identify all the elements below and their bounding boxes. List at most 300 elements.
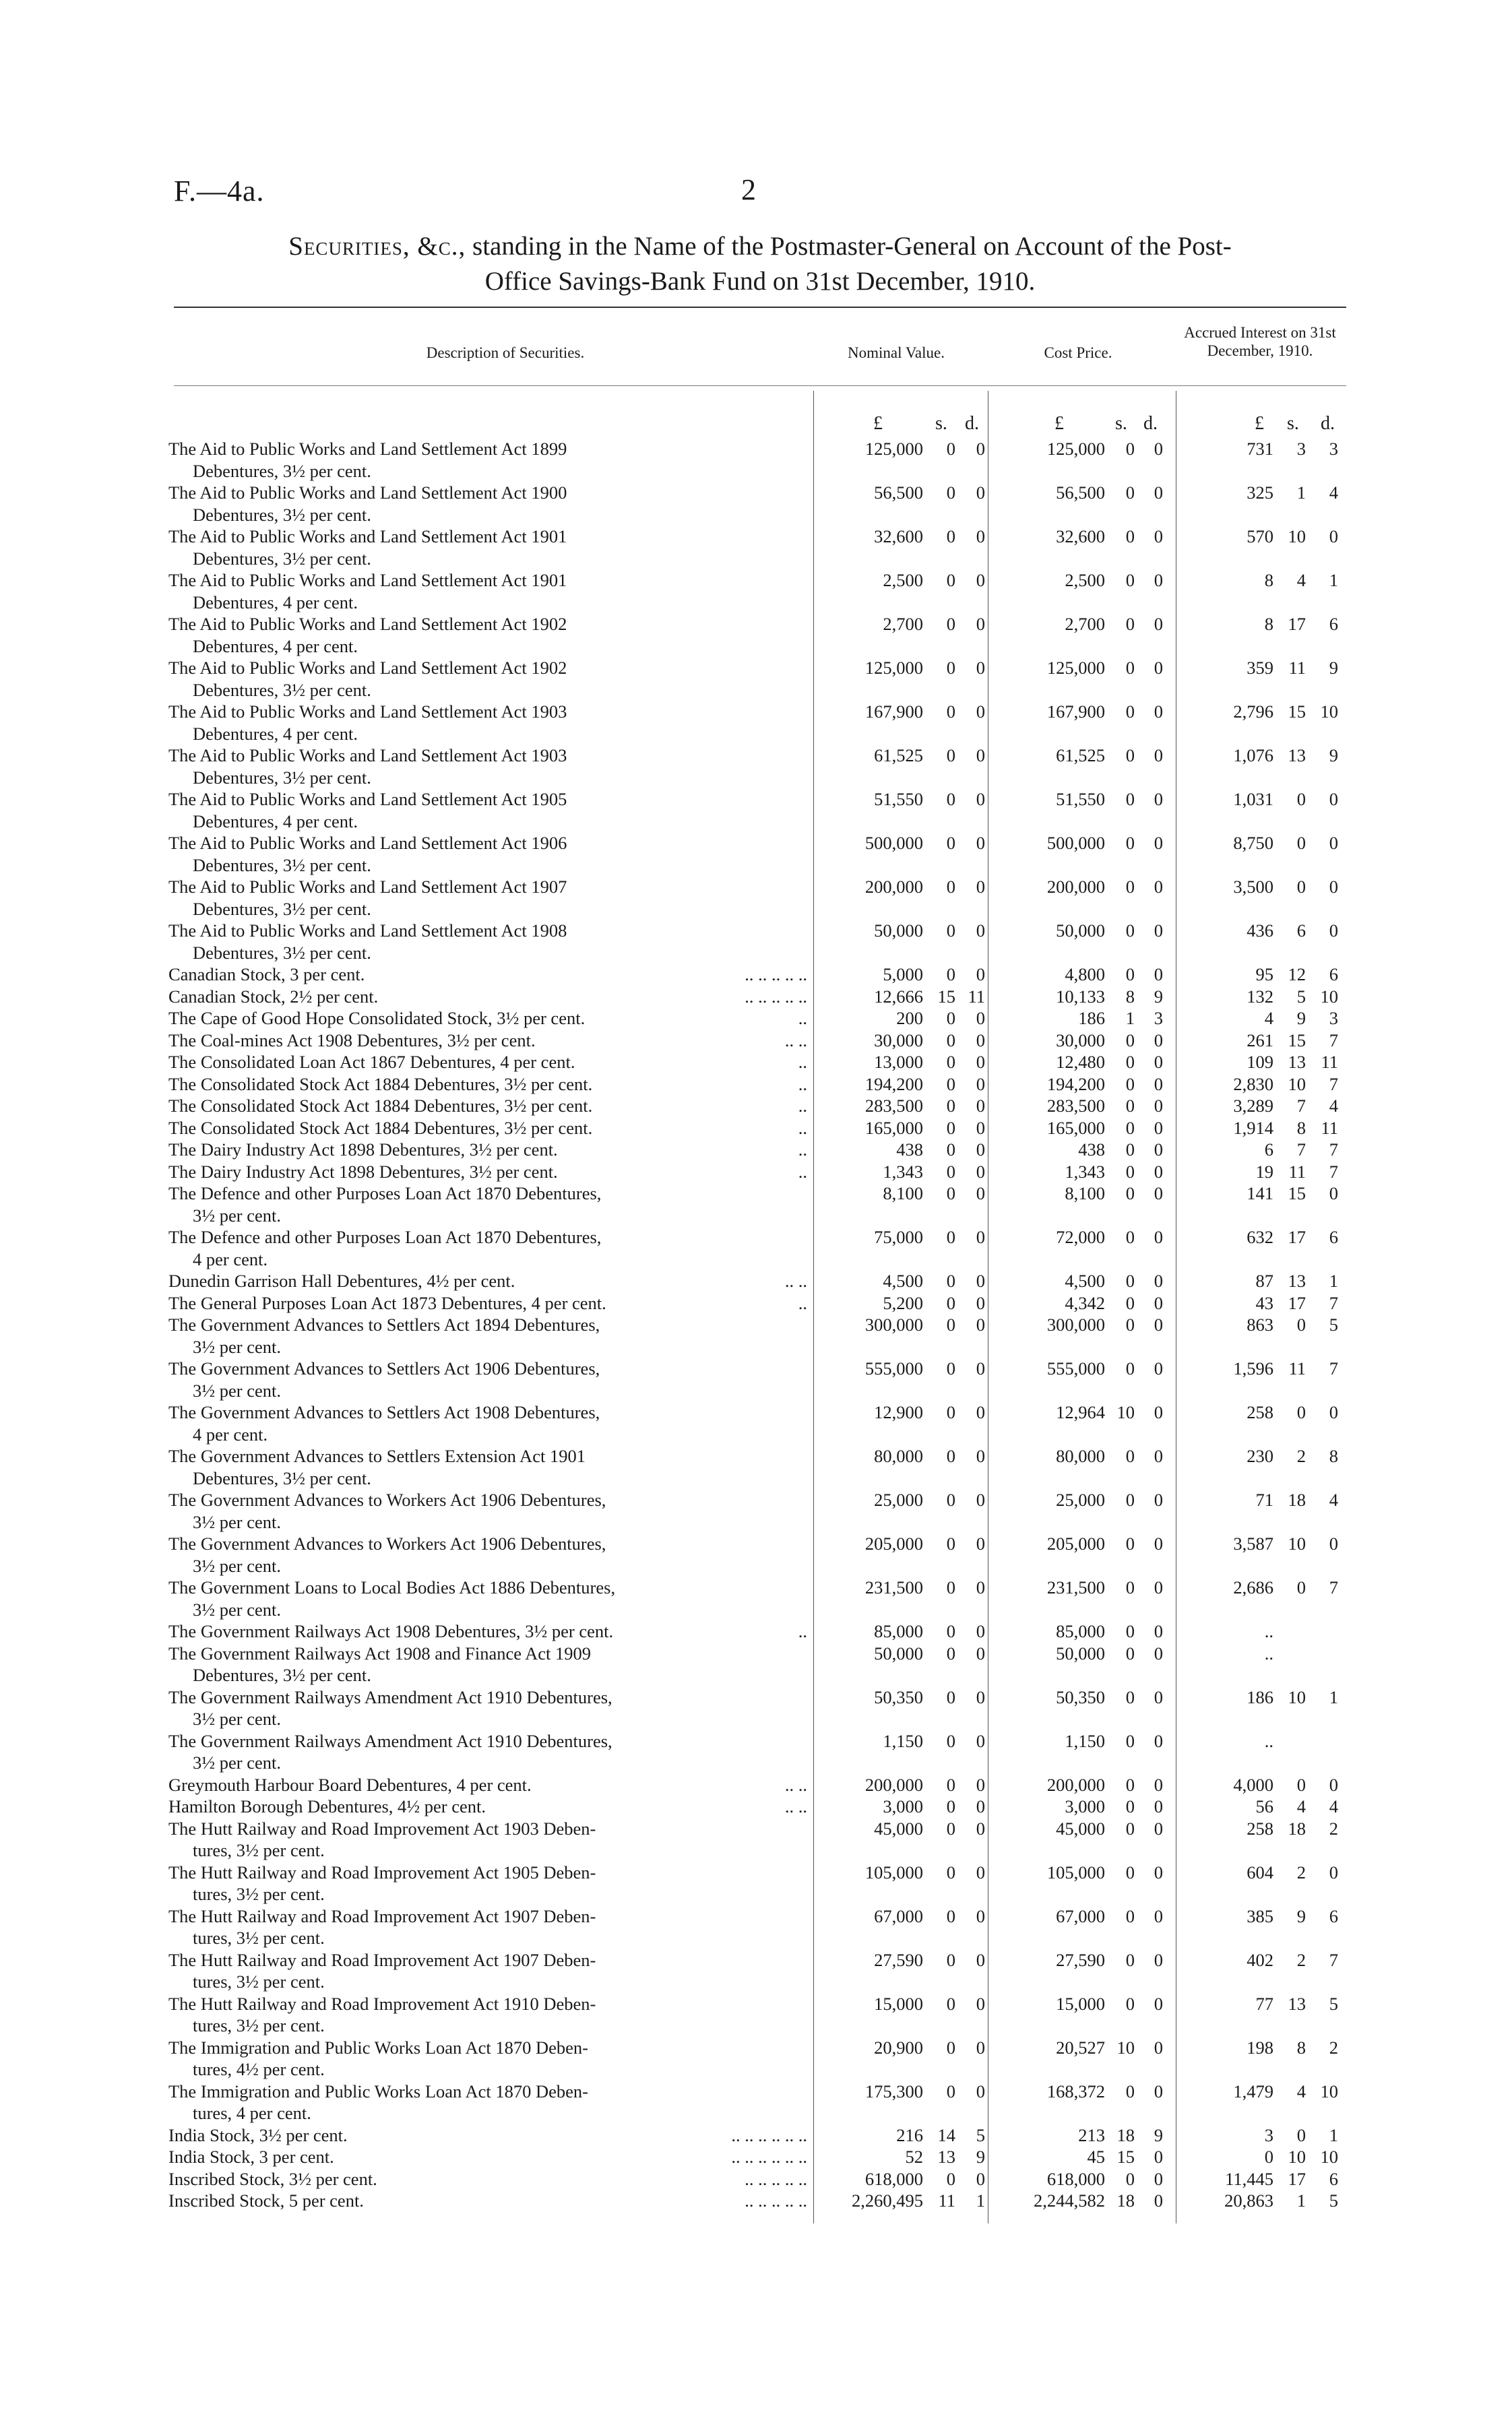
cost-pence: 0 xyxy=(1154,1774,1163,1795)
nominal-pounds: 2,500 xyxy=(883,570,923,590)
cost-pence: 0 xyxy=(1154,482,1163,503)
accrued-pence: 10 xyxy=(1320,701,1338,722)
accrued-pence: 4 xyxy=(1329,482,1338,503)
nominal-pence: 0 xyxy=(976,1905,985,1926)
cost-shillings: 0 xyxy=(1125,1292,1135,1313)
table-row xyxy=(0,1993,1512,2037)
nominal-shillings: 0 xyxy=(946,789,955,809)
accrued-pounds: 325 xyxy=(1247,482,1273,503)
description-line: Inscribed Stock, 3½ per cent. xyxy=(168,2168,377,2189)
accrued-pounds: 109 xyxy=(1247,1052,1273,1072)
nominal-shillings: 13 xyxy=(937,2147,955,2167)
security-description xyxy=(168,1533,807,1577)
cost-pounds: 85,000 xyxy=(1056,1621,1105,1641)
nominal-pence: 0 xyxy=(976,1008,985,1028)
nominal-pence: 0 xyxy=(976,1643,985,1664)
security-description xyxy=(168,482,807,526)
cost-shillings: 0 xyxy=(1125,1271,1135,1291)
table-row xyxy=(0,1117,1512,1139)
nominal-pence: 0 xyxy=(976,745,985,765)
cost-shillings: 0 xyxy=(1125,1862,1135,1883)
cost-pence: 0 xyxy=(1154,1446,1163,1466)
table-row xyxy=(0,986,1512,1008)
security-description xyxy=(168,1139,807,1161)
nominal-pounds: 1,343 xyxy=(883,1161,923,1182)
accrued-pence: 6 xyxy=(1329,614,1338,634)
security-description xyxy=(168,1686,807,1730)
accrued-shillings: 11 xyxy=(1288,1161,1306,1182)
accrued-shillings: 0 xyxy=(1296,1774,1306,1795)
accrued-pence: 4 xyxy=(1329,1490,1338,1510)
description-continuation: tures, 3½ per cent. xyxy=(193,2015,325,2035)
currency-pence: d. xyxy=(965,413,979,434)
accrued-pounds: 71 xyxy=(1255,1490,1273,1510)
cost-pence: 0 xyxy=(1154,745,1163,765)
currency-pounds: £ xyxy=(1054,413,1064,434)
description-line: Inscribed Stock, 5 per cent. xyxy=(168,2190,364,2211)
description-line: The Government Advances to Settlers Act 1908 Debentures, xyxy=(168,1402,600,1422)
description-continuation: 4 per cent. xyxy=(193,1248,268,1269)
nominal-shillings: 0 xyxy=(946,1533,955,1554)
cost-shillings: 0 xyxy=(1125,658,1135,678)
description-line: The Hutt Railway and Road Improvement Act 1907 Deben- xyxy=(168,1905,596,1926)
nominal-shillings: 0 xyxy=(946,1621,955,1641)
nominal-shillings: 0 xyxy=(946,1730,955,1751)
security-description xyxy=(168,1358,807,1401)
nominal-pence: 0 xyxy=(976,1949,985,1970)
table-row xyxy=(0,1774,1512,1796)
cost-shillings: 10 xyxy=(1116,1402,1135,1422)
nominal-shillings: 0 xyxy=(946,1905,955,1926)
accrued-pounds: 56 xyxy=(1255,1796,1273,1816)
nominal-pounds: 52 xyxy=(905,2147,923,2167)
nominal-pence: 0 xyxy=(976,833,985,853)
table-row xyxy=(0,1095,1512,1117)
accrued-pounds: 1,479 xyxy=(1233,2081,1273,2101)
cost-shillings: 0 xyxy=(1125,1052,1135,1072)
accrued-pounds: .. xyxy=(1264,1730,1273,1751)
cost-shillings: 0 xyxy=(1125,1577,1135,1598)
nominal-pence: 0 xyxy=(976,1446,985,1466)
cost-pence: 0 xyxy=(1154,1271,1163,1291)
currency-shillings: s. xyxy=(1115,413,1127,434)
security-description xyxy=(168,963,807,986)
table-row xyxy=(0,482,1512,526)
cost-pounds: 3,000 xyxy=(1065,1796,1105,1816)
nominal-pence: 9 xyxy=(976,2147,985,2167)
security-description xyxy=(168,2124,807,2147)
table-row xyxy=(0,2146,1512,2168)
description-line: The Aid to Public Works and Land Settlement Act 1899 xyxy=(168,439,567,459)
nominal-shillings: 14 xyxy=(937,2124,955,2145)
nominal-pence: 0 xyxy=(976,614,985,634)
nominal-pounds: 56,500 xyxy=(874,482,923,503)
nominal-shillings: 0 xyxy=(946,1315,955,1335)
security-description xyxy=(168,1993,807,2037)
description-line: The Hutt Railway and Road Improvement Act 1905 Deben- xyxy=(168,1862,596,1883)
nominal-shillings: 0 xyxy=(946,833,955,853)
nominal-pounds: 200,000 xyxy=(864,1774,923,1795)
cost-pence: 9 xyxy=(1154,2124,1163,2145)
accrued-pounds: 77 xyxy=(1255,1993,1273,2014)
security-description xyxy=(168,1292,807,1315)
security-description xyxy=(168,1161,807,1183)
leader-dots: .. .. .. .. .. .. xyxy=(731,2124,807,2145)
accrued-pounds: .. xyxy=(1264,1621,1273,1641)
nominal-shillings: 0 xyxy=(946,1271,955,1291)
description-line: The Government Loans to Local Bodies Act 1886 Debentures, xyxy=(168,1577,616,1598)
accrued-shillings: 10 xyxy=(1288,2147,1306,2167)
cost-shillings: 0 xyxy=(1125,964,1135,984)
accrued-pence: 11 xyxy=(1321,1052,1338,1072)
cost-pounds: 167,900 xyxy=(1046,701,1105,722)
cost-pounds: 50,350 xyxy=(1056,1686,1105,1707)
description-line: The Government Advances to Workers Act 1906 Debentures, xyxy=(168,1533,606,1554)
nominal-shillings: 0 xyxy=(946,439,955,459)
description-line: The Government Railways Amendment Act 1910 Debentures, xyxy=(168,1730,612,1751)
nominal-pence: 0 xyxy=(976,1730,985,1751)
accrued-pence: 7 xyxy=(1329,1577,1338,1598)
accrued-pounds: 6 xyxy=(1264,1139,1273,1160)
cost-pounds: 56,500 xyxy=(1056,482,1105,503)
cost-pence: 0 xyxy=(1154,1621,1163,1641)
cost-shillings: 0 xyxy=(1125,789,1135,809)
accrued-shillings: 13 xyxy=(1288,745,1306,765)
accrued-pence: 0 xyxy=(1329,1774,1338,1795)
nominal-pence: 0 xyxy=(976,1073,985,1094)
page-number: 2 xyxy=(741,173,756,206)
nominal-pence: 0 xyxy=(976,482,985,503)
nominal-shillings: 0 xyxy=(946,964,955,984)
cost-pence: 0 xyxy=(1154,658,1163,678)
accrued-pence: 7 xyxy=(1329,1292,1338,1313)
nominal-pounds: 75,000 xyxy=(874,1227,923,1247)
cost-pence: 0 xyxy=(1154,1490,1163,1510)
accrued-shillings: 11 xyxy=(1288,1358,1306,1379)
nominal-shillings: 0 xyxy=(946,745,955,765)
nominal-shillings: 0 xyxy=(946,1358,955,1379)
security-description xyxy=(168,1445,807,1489)
table-row xyxy=(0,1182,1512,1226)
cost-pounds: 200,000 xyxy=(1046,1774,1105,1795)
description-line: The Cape of Good Hope Consolidated Stock, 3½ per cent. xyxy=(168,1008,586,1028)
security-description xyxy=(168,1007,807,1030)
accrued-shillings: 0 xyxy=(1296,2124,1306,2145)
nominal-pence: 0 xyxy=(976,1292,985,1313)
cost-pounds: 165,000 xyxy=(1046,1117,1105,1138)
nominal-shillings: 0 xyxy=(946,1949,955,1970)
cost-pounds: 200,000 xyxy=(1046,877,1105,897)
table-row xyxy=(0,2081,1512,2124)
nominal-pounds: 12,900 xyxy=(874,1402,923,1422)
nominal-pounds: 300,000 xyxy=(864,1315,923,1335)
description-line: The Hutt Railway and Road Improvement Act 1907 Deben- xyxy=(168,1949,596,1970)
nominal-pounds: 45,000 xyxy=(874,1818,923,1839)
nominal-pounds: 167,900 xyxy=(864,701,923,722)
description-line: The Aid to Public Works and Land Settlement Act 1902 xyxy=(168,614,567,634)
description-line: The Aid to Public Works and Land Settlement Act 1903 xyxy=(168,701,567,722)
nominal-shillings: 0 xyxy=(946,701,955,722)
cost-pounds: 51,550 xyxy=(1056,789,1105,809)
table-row xyxy=(0,2190,1512,2212)
security-description xyxy=(168,526,807,569)
nominal-pence: 0 xyxy=(976,1621,985,1641)
cost-pounds: 12,964 xyxy=(1056,1402,1105,1422)
security-description xyxy=(168,2190,807,2212)
description-line: Dunedin Garrison Hall Debentures, 4½ per cent. xyxy=(168,1271,515,1291)
accrued-pence: 0 xyxy=(1329,833,1338,853)
security-description xyxy=(168,657,807,701)
description-line: The Aid to Public Works and Land Settlement Act 1908 xyxy=(168,920,567,941)
accrued-pounds: 4,000 xyxy=(1233,1774,1273,1795)
security-description xyxy=(168,1774,807,1796)
nominal-shillings: 0 xyxy=(946,482,955,503)
table-row xyxy=(0,1030,1512,1052)
nominal-pence: 0 xyxy=(976,920,985,941)
accrued-pence: 7 xyxy=(1329,1358,1338,1379)
nominal-pence: 0 xyxy=(976,1358,985,1379)
security-description xyxy=(168,2146,807,2168)
nominal-pounds: 32,600 xyxy=(874,526,923,546)
nominal-pounds: 5,000 xyxy=(883,964,923,984)
cost-pence: 0 xyxy=(1154,789,1163,809)
cost-shillings: 0 xyxy=(1125,1796,1135,1816)
cost-pence: 0 xyxy=(1154,1183,1163,1203)
accrued-pounds: 20,863 xyxy=(1224,2190,1273,2211)
nominal-pounds: 125,000 xyxy=(864,439,923,459)
table-row xyxy=(0,1686,1512,1730)
nominal-shillings: 0 xyxy=(946,1796,955,1816)
nominal-pounds: 283,500 xyxy=(864,1096,923,1116)
accrued-pence: 5 xyxy=(1329,2190,1338,2211)
cost-shillings: 0 xyxy=(1125,1227,1135,1247)
accrued-pence: 7 xyxy=(1329,1139,1338,1160)
description-line: The Defence and other Purposes Loan Act 1870 Debentures, xyxy=(168,1227,602,1247)
nominal-shillings: 0 xyxy=(946,1117,955,1138)
description-continuation: Debentures, 4 per cent. xyxy=(193,592,358,612)
nominal-shillings: 0 xyxy=(946,2168,955,2189)
table-row xyxy=(0,1401,1512,1445)
cost-pounds: 12,480 xyxy=(1056,1052,1105,1072)
nominal-pence: 0 xyxy=(976,964,985,984)
nominal-shillings: 0 xyxy=(946,526,955,546)
accrued-shillings: 15 xyxy=(1288,1030,1306,1050)
nominal-pence: 0 xyxy=(976,570,985,590)
nominal-shillings: 0 xyxy=(946,614,955,634)
accrued-pence: 0 xyxy=(1329,1402,1338,1422)
cost-pounds: 8,100 xyxy=(1065,1183,1105,1203)
nominal-pence: 0 xyxy=(976,1402,985,1422)
table-row xyxy=(0,1533,1512,1577)
accrued-pence: 8 xyxy=(1329,1446,1338,1466)
currency-shillings: s. xyxy=(935,413,947,434)
accrued-pounds: 8,750 xyxy=(1233,833,1273,853)
nominal-shillings: 0 xyxy=(946,1818,955,1839)
security-description xyxy=(168,1620,807,1643)
table-row xyxy=(0,2124,1512,2147)
accrued-pence: 10 xyxy=(1320,2081,1338,2101)
nominal-shillings: 0 xyxy=(946,1993,955,2014)
description-continuation: Debentures, 3½ per cent. xyxy=(193,767,371,788)
accrued-pounds: 3,587 xyxy=(1233,1533,1273,1554)
cost-pence: 0 xyxy=(1154,1117,1163,1138)
cost-pounds: 500,000 xyxy=(1046,833,1105,853)
security-description xyxy=(168,920,807,963)
cost-pence: 0 xyxy=(1154,964,1163,984)
cost-pounds: 231,500 xyxy=(1046,1577,1105,1598)
cost-pence: 0 xyxy=(1154,1796,1163,1816)
cost-pence: 0 xyxy=(1154,1315,1163,1335)
cost-pence: 0 xyxy=(1154,1577,1163,1598)
accrued-shillings: 4 xyxy=(1296,2081,1306,2101)
security-description xyxy=(168,1314,807,1358)
cost-pounds: 1,150 xyxy=(1065,1730,1105,1751)
cost-pounds: 45,000 xyxy=(1056,1818,1105,1839)
nominal-pence: 0 xyxy=(976,1139,985,1160)
security-description xyxy=(168,1095,807,1117)
accrued-pounds: 43 xyxy=(1255,1292,1273,1313)
description-continuation: 3½ per cent. xyxy=(193,1511,281,1532)
security-description xyxy=(168,1489,807,1533)
securities-table xyxy=(0,438,1512,2212)
cost-pence: 0 xyxy=(1154,1818,1163,1839)
cost-shillings: 0 xyxy=(1125,1621,1135,1641)
table-row xyxy=(0,1643,1512,1686)
accrued-pounds: 2,796 xyxy=(1233,701,1273,722)
cost-pence: 0 xyxy=(1154,1358,1163,1379)
nominal-pounds: 500,000 xyxy=(864,833,923,853)
accrued-pounds: 3,289 xyxy=(1233,1096,1273,1116)
cost-pence: 0 xyxy=(1154,1949,1163,1970)
accrued-shillings: 0 xyxy=(1296,833,1306,853)
accrued-pence: 7 xyxy=(1329,1161,1338,1182)
description-continuation: Debentures, 4 per cent. xyxy=(193,811,358,831)
accrued-pence: 9 xyxy=(1329,658,1338,678)
cost-shillings: 1 xyxy=(1125,1008,1135,1028)
nominal-shillings: 11 xyxy=(938,2190,955,2211)
accrued-pence: 11 xyxy=(1321,1117,1338,1138)
nominal-shillings: 0 xyxy=(946,1227,955,1247)
nominal-pounds: 80,000 xyxy=(874,1446,923,1466)
cost-pounds: 300,000 xyxy=(1046,1315,1105,1335)
accrued-shillings: 18 xyxy=(1288,1818,1306,1839)
cost-pounds: 4,500 xyxy=(1065,1271,1105,1291)
accrued-pounds: 1,076 xyxy=(1233,745,1273,765)
description-continuation: Debentures, 3½ per cent. xyxy=(193,548,371,569)
description-line: Hamilton Borough Debentures, 4½ per cent. xyxy=(168,1796,486,1816)
table-row xyxy=(0,1905,1512,1949)
description-line: Canadian Stock, 3 per cent. xyxy=(168,964,365,984)
nominal-pence: 0 xyxy=(976,2037,985,2058)
cost-shillings: 0 xyxy=(1125,1096,1135,1116)
accrued-pence: 4 xyxy=(1329,1096,1338,1116)
accrued-pence: 6 xyxy=(1329,2168,1338,2189)
cost-pounds: 4,800 xyxy=(1065,964,1105,984)
nominal-pounds: 50,350 xyxy=(874,1686,923,1707)
cost-shillings: 0 xyxy=(1125,1183,1135,1203)
security-description xyxy=(168,1270,807,1292)
nominal-pounds: 165,000 xyxy=(864,1117,923,1138)
description-continuation: 3½ per cent. xyxy=(193,1752,281,1773)
description-line: The Aid to Public Works and Land Settlement Act 1901 xyxy=(168,570,567,590)
accrued-shillings: 17 xyxy=(1288,1292,1306,1313)
security-description xyxy=(168,2081,807,2124)
cost-shillings: 0 xyxy=(1125,1993,1135,2014)
accrued-shillings: 15 xyxy=(1288,1183,1306,1203)
description-line: The Government Advances to Workers Act 1906 Debentures, xyxy=(168,1490,606,1510)
table-row xyxy=(0,1226,1512,1270)
nominal-shillings: 0 xyxy=(946,1577,955,1598)
description-line: The Government Railways Act 1908 Debentures, 3½ per cent. xyxy=(168,1621,614,1641)
nominal-pounds: 4,500 xyxy=(883,1271,923,1291)
cost-pounds: 1,343 xyxy=(1065,1161,1105,1182)
cost-pounds: 618,000 xyxy=(1046,2168,1105,2189)
accrued-shillings: 0 xyxy=(1296,1402,1306,1422)
nominal-shillings: 0 xyxy=(946,877,955,897)
cost-shillings: 0 xyxy=(1125,1905,1135,1926)
cost-pounds: 50,000 xyxy=(1056,1643,1105,1664)
nominal-pence: 0 xyxy=(976,1533,985,1554)
nominal-pence: 0 xyxy=(976,1096,985,1116)
accrued-pounds: 3,500 xyxy=(1233,877,1273,897)
security-description xyxy=(168,1730,807,1774)
cost-pence: 0 xyxy=(1154,2081,1163,2101)
accrued-pence: 6 xyxy=(1329,964,1338,984)
leader-dots: .. .. .. .. .. xyxy=(745,986,807,1007)
security-description xyxy=(168,1949,807,1993)
nominal-pounds: 3,000 xyxy=(883,1796,923,1816)
accrued-pounds: 198 xyxy=(1247,2037,1273,2058)
nominal-pounds: 200 xyxy=(896,1008,923,1028)
nominal-pence: 5 xyxy=(976,2124,985,2145)
cost-pence: 0 xyxy=(1154,1905,1163,1926)
accrued-shillings: 13 xyxy=(1288,1052,1306,1072)
table-row xyxy=(0,701,1512,745)
cost-shillings: 18 xyxy=(1116,2190,1135,2211)
description-continuation: 3½ per cent. xyxy=(193,1599,281,1620)
table-row xyxy=(0,788,1512,832)
nominal-pounds: 51,550 xyxy=(874,789,923,809)
nominal-pounds: 50,000 xyxy=(874,920,923,941)
leader-dots: .. .. .. .. .. xyxy=(745,2190,807,2211)
cost-pounds: 50,000 xyxy=(1056,920,1105,941)
nominal-pence: 0 xyxy=(976,1315,985,1335)
cost-pence: 0 xyxy=(1154,1730,1163,1751)
leader-dots: .. .. .. .. .. .. xyxy=(731,2147,807,2167)
accrued-pence: 5 xyxy=(1329,1993,1338,2014)
accrued-shillings: 7 xyxy=(1296,1096,1306,1116)
nominal-pounds: 2,700 xyxy=(883,614,923,634)
accrued-shillings: 17 xyxy=(1288,2168,1306,2189)
cost-pence: 0 xyxy=(1154,570,1163,590)
table-row xyxy=(0,1489,1512,1533)
column-header-nominal: Nominal Value. xyxy=(848,344,945,361)
security-description xyxy=(168,1862,807,1905)
cost-pence: 0 xyxy=(1154,1402,1163,1422)
accrued-shillings: 11 xyxy=(1288,658,1306,678)
security-description xyxy=(168,1905,807,1949)
nominal-pence: 0 xyxy=(976,1030,985,1050)
accrued-pounds: 359 xyxy=(1247,658,1273,678)
cost-pounds: 2,500 xyxy=(1065,570,1105,590)
accrued-pounds: 19 xyxy=(1255,1161,1273,1182)
leader-dots: .. xyxy=(798,1621,807,1641)
cost-shillings: 0 xyxy=(1125,1358,1135,1379)
description-line: The Consolidated Stock Act 1884 Debentures, 3½ per cent. xyxy=(168,1117,593,1138)
accrued-pounds: 402 xyxy=(1247,1949,1273,1970)
cost-shillings: 0 xyxy=(1125,1818,1135,1839)
security-description xyxy=(168,1182,807,1226)
